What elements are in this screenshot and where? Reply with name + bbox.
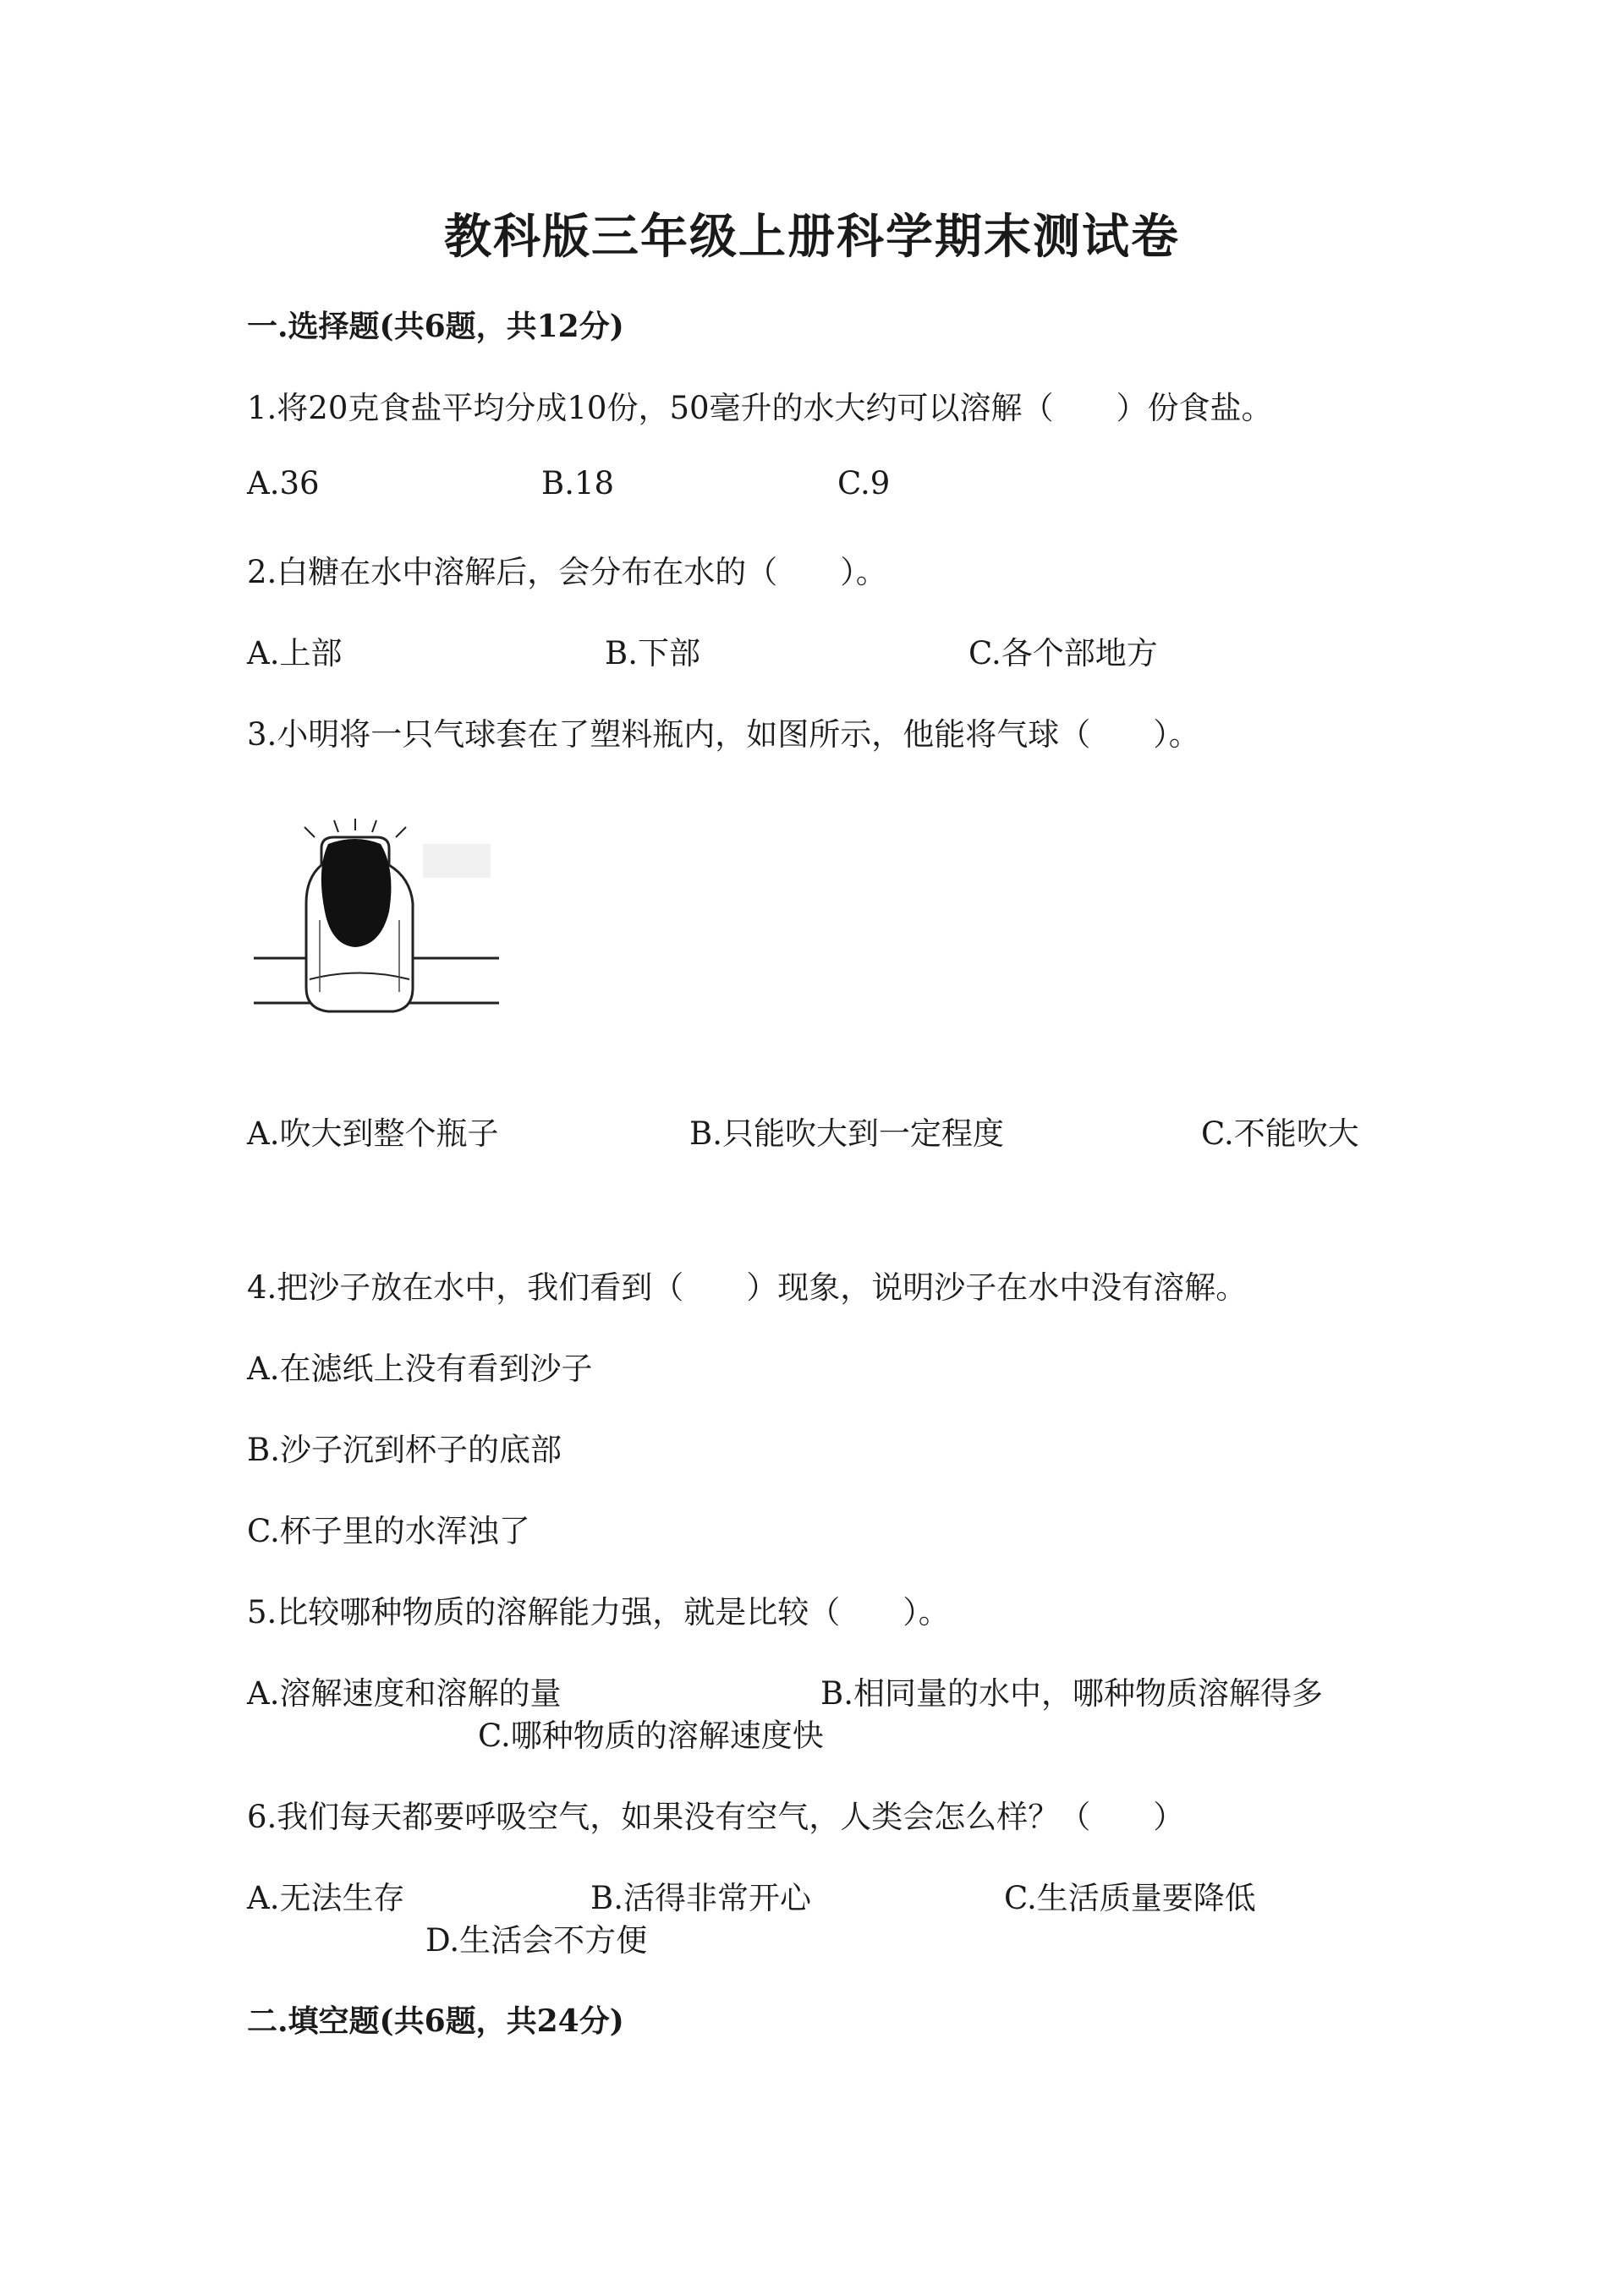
question-1: 1.将20克食盐平均分成10份，50毫升的水大约可以溶解（ ）份食盐。 [247, 390, 1273, 426]
question-3: 3.小明将一只气球套在了塑料瓶内，如图所示，他能将气球（ ）。 [247, 716, 1200, 753]
balloon-bottle-figure [254, 819, 508, 1022]
q1-option-b: B.18 [541, 465, 615, 501]
question-4: 4.把沙子放在水中，我们看到（ ）现象，说明沙子在水中没有溶解。 [247, 1269, 1248, 1306]
q3-option-a: A.吹大到整个瓶子 [247, 1115, 499, 1152]
q6-option-a: A.无法生存 [247, 1880, 405, 1916]
q6-option-d: D.生活会不方便 [425, 1922, 648, 1959]
page-title: 教科版三年级上册科学期末测试卷 [444, 209, 1180, 265]
q3-option-c: C.不能吹大 [1201, 1115, 1359, 1152]
question-5: 5.比较哪种物质的溶解能力强，就是比较（ ）。 [247, 1594, 950, 1630]
q2-option-c: C.各个部地方 [968, 635, 1158, 671]
q1-option-a: A.36 [247, 465, 320, 501]
q5-option-a: A.溶解速度和溶解的量 [247, 1675, 562, 1712]
q6-option-c: C.生活质量要降低 [1004, 1880, 1256, 1916]
section-heading-fill: 二.填空题(共6题，共24分) [247, 2003, 624, 2039]
q1-option-c: C.9 [837, 465, 891, 501]
question-6: 6.我们每天都要呼吸空气，如果没有空气，人类会怎么样？（ ） [247, 1799, 1185, 1835]
question-2: 2.白糖在水中溶解后，会分布在水的（ ）。 [247, 554, 887, 590]
q2-option-a: A.上部 [247, 635, 343, 671]
q4-option-b: B.沙子沉到杯子的底部 [247, 1432, 562, 1468]
q5-option-b: B.相同量的水中，哪种物质溶解得多 [820, 1675, 1323, 1712]
q5-option-c: C.哪种物质的溶解速度快 [478, 1718, 824, 1754]
q3-option-b: B.只能吹大到一定程度 [689, 1115, 1004, 1152]
q2-option-b: B.下部 [605, 635, 700, 671]
q6-option-b: B.活得非常开心 [590, 1880, 811, 1916]
q4-option-c: C.杯子里的水浑浊了 [247, 1513, 530, 1549]
section-heading-choice: 一.选择题(共6题，共12分) [247, 309, 624, 344]
q4-option-a: A.在滤纸上没有看到沙子 [247, 1351, 593, 1387]
